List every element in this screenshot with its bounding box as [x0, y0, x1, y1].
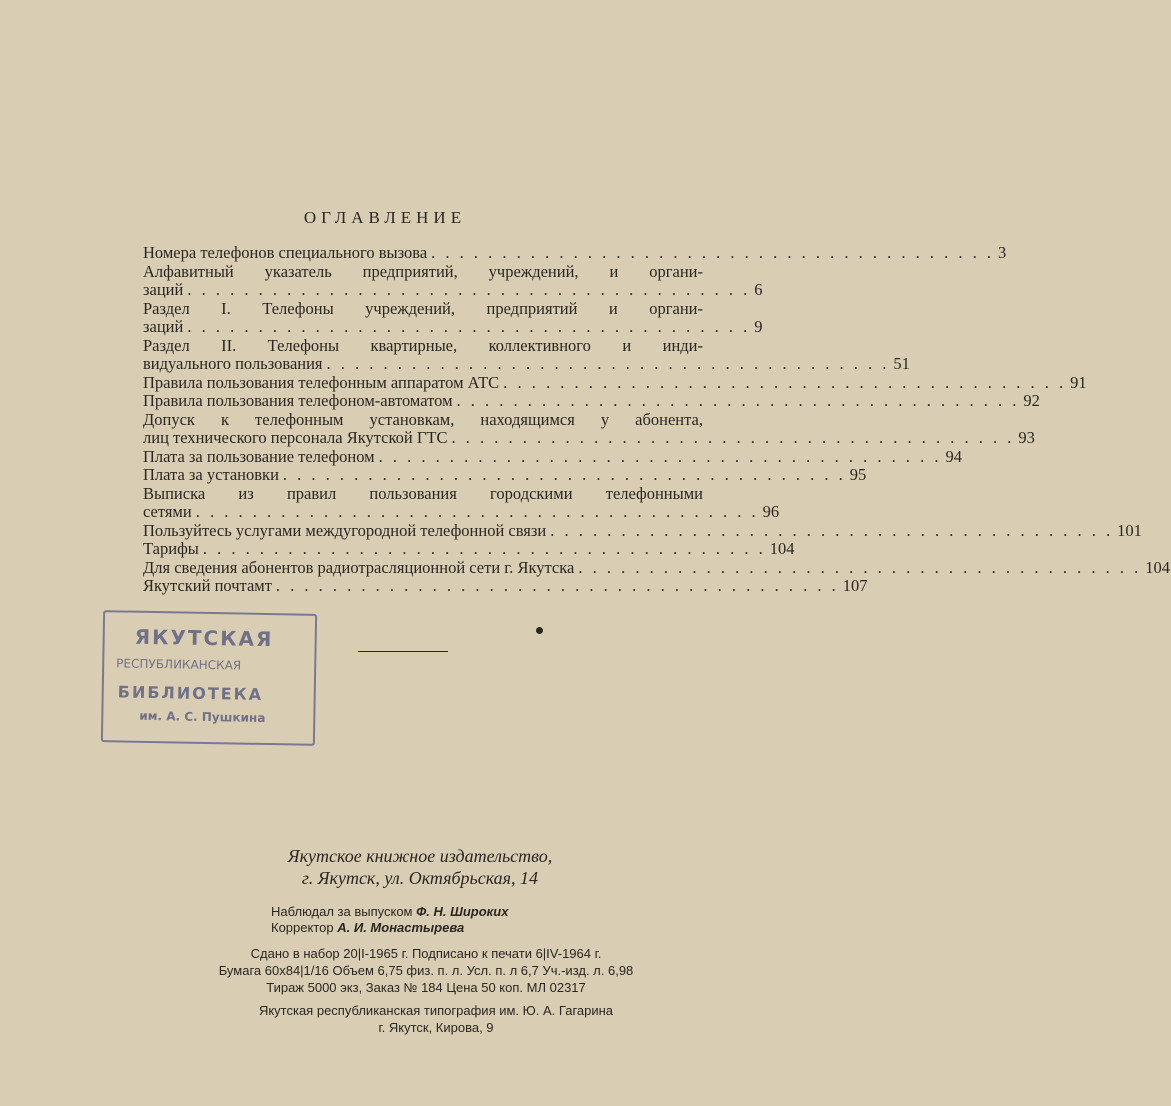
- toc-entry-text: Номера телефонов специального вызова: [143, 243, 428, 262]
- toc-entry-line: Допуск к телефонным установкам, находящимся у абонента,: [143, 409, 703, 429]
- toc-entry-line: Раздел II. Телефоны квартирные, коллективного и инди-: [143, 335, 703, 355]
- editor-name: Ф. Н. Широких: [416, 904, 509, 919]
- toc-entry-text: заций: [143, 280, 184, 299]
- toc-leader-dots: . . . . . . . . . . . . . . . . . . . . . . . . . . . . . . . . . . . . . . . .: [282, 465, 846, 484]
- toc-leader-dots: . . . . . . . . . . . . . . . . . . . . . . . . . . . . . . . . . . . . . . . .: [456, 391, 1020, 410]
- toc-leader-dots: . . . . . . . . . . . . . . . . . . . . . . . . . . . . . . . . . . . . . . . .: [275, 576, 839, 595]
- toc-page-number: 94: [945, 446, 962, 466]
- toc-entry-text: Плата за установки: [143, 465, 279, 484]
- library-stamp: [101, 610, 317, 746]
- toc-leader-dots: . . . . . . . . . . . . . . . . . . . . . . . . . . . . . . . . . . . . . . . .: [187, 280, 751, 299]
- toc-page-number: 3: [998, 243, 1007, 262]
- printer-block: [196, 1002, 676, 1036]
- toc-entry: [143, 280, 763, 300]
- toc-leader-dots: . . . . . . . . . . . . . . . . . . . . . . . . . . . . . . . . . . . . . . . .: [326, 354, 890, 373]
- toc-page-number: 101: [1117, 520, 1142, 540]
- imprint-line-2: Бумага 60x84|1/16 Объем 6,75 физ. п. л. Усл. п. л 6,7 Уч.-изд. л. 6,98: [218, 963, 634, 978]
- toc-leader-dots: . . . . . . . . . . . . . . . . . . . . . . . . . . . . . . . . . . . . . . . .: [550, 520, 1114, 540]
- toc-leader-dots: . . . . . . . . . . . . . . . . . . . . . . . . . . . . . . . . . . . . . . . .: [503, 372, 1067, 392]
- toc-page-number: 95: [849, 465, 867, 484]
- imprint-line-1: Сдано в набор 20|I-1965 г. Подписано к печати 6|IV-1964 г.: [250, 946, 602, 961]
- corrector-label: Корректор: [271, 920, 334, 935]
- editor-line: [271, 904, 508, 920]
- toc-leader-dots: . . . . . . . . . . . . . . . . . . . . . . . . . . . . . . . . . . . . . . . .: [431, 243, 995, 262]
- corrector-name: А. И. Монастырева: [337, 920, 465, 935]
- toc-entry-text: заций: [143, 317, 184, 336]
- toc-entry: [143, 465, 867, 485]
- corrector-line: [271, 920, 508, 936]
- printer-name: Якутская республиканская типография им. Ю. А. Гагарина: [258, 1003, 614, 1018]
- toc-page-number: 93: [1018, 428, 1035, 447]
- toc-entry: [143, 557, 1170, 578]
- table-of-contents: [143, 243, 1170, 596]
- toc-entry-text: видуального пользования: [143, 354, 323, 373]
- credits-block: [271, 904, 508, 936]
- toc-entry-text: Для сведения абонентов радиотрасляционной сети г. Якутска: [143, 557, 575, 577]
- toc-entry: [143, 243, 1007, 263]
- toc-page-number: 6: [754, 280, 763, 299]
- toc-entry-text: Плата за пользование телефоном: [143, 446, 375, 466]
- ink-blot: [536, 627, 543, 634]
- toc-entry: [143, 354, 910, 374]
- toc-entry: [143, 520, 1142, 541]
- publisher-address: г. Якутск, ул. Октябрьская, 14: [301, 868, 539, 888]
- toc-entry-text: Якутский почтамт: [143, 576, 272, 595]
- toc-entry-text: лиц технического персонала Якутской ГТС: [143, 428, 448, 447]
- toc-entry: [143, 446, 962, 467]
- toc-page-number: 51: [893, 354, 910, 373]
- toc-leader-dots: . . . . . . . . . . . . . . . . . . . . . . . . . . . . . . . . . . . . . . . .: [187, 317, 751, 336]
- divider-rule: [358, 651, 448, 652]
- toc-entry-text: Правила пользования телефонным аппаратом АТС: [143, 372, 500, 392]
- editor-label: Наблюдал за выпуском: [271, 904, 413, 919]
- toc-entry-text: Тарифы: [143, 539, 199, 558]
- toc-entry: [143, 539, 795, 559]
- toc-title: ОГЛАВЛЕНИЕ: [303, 208, 467, 227]
- stamp-line-1: ЯКУТСКАЯ: [134, 624, 274, 652]
- toc-entry-text: Правила пользования телефоном-автоматом: [143, 391, 453, 410]
- publisher-name: Якутское книжное издательство,: [287, 846, 553, 866]
- toc-entry-line: Раздел I. Телефоны учреждений, предприятий и органи-: [143, 298, 703, 318]
- toc-page-number: 92: [1023, 391, 1040, 410]
- toc-entry-line: Выписка из правил пользования городскими телефонными: [143, 483, 703, 503]
- stamp-line-3: БИБЛИОТЕКА: [117, 682, 264, 704]
- toc-page-number: 91: [1070, 372, 1087, 392]
- toc-leader-dots: . . . . . . . . . . . . . . . . . . . . . . . . . . . . . . . . . . . . . . . .: [195, 502, 759, 521]
- toc-leader-dots: . . . . . . . . . . . . . . . . . . . . . . . . . . . . . . . . . . . . . . . .: [451, 428, 1015, 447]
- toc-page-number: 104: [1145, 557, 1170, 577]
- toc-entry: [143, 391, 1040, 411]
- toc-page-number: 96: [762, 502, 780, 521]
- toc-leader-dots: . . . . . . . . . . . . . . . . . . . . . . . . . . . . . . . . . . . . . . . .: [378, 446, 942, 466]
- toc-leader-dots: . . . . . . . . . . . . . . . . . . . . . . . . . . . . . . . . . . . . . . . .: [578, 557, 1142, 577]
- toc-page-number: 104: [769, 539, 795, 558]
- stamp-line-2: РЕСПУБЛИКАНСКАЯ: [116, 656, 242, 673]
- toc-entry: [143, 317, 763, 337]
- imprint-block: [176, 945, 676, 996]
- toc-entry: [143, 576, 868, 596]
- toc-page-number: 107: [842, 576, 868, 595]
- toc-entry-text: Пользуйтесь услугами междугородной телефонной связи: [143, 520, 547, 540]
- toc-entry-line: Алфавитный указатель предприятий, учреждений, и органи-: [143, 261, 703, 281]
- toc-entry: [143, 428, 1035, 448]
- toc-page-number: 9: [754, 317, 763, 336]
- toc-leader-dots: . . . . . . . . . . . . . . . . . . . . . . . . . . . . . . . . . . . . . . . .: [202, 539, 766, 558]
- toc-entry: [143, 372, 1087, 393]
- toc-entry: [143, 502, 780, 522]
- publisher-block: [260, 845, 580, 889]
- stamp-line-4: им. А. С. Пушкина: [139, 708, 266, 725]
- imprint-line-3: Тираж 5000 экз, Заказ № 184 Цена 50 коп. МЛ 02317: [266, 980, 586, 995]
- printer-address: г. Якутск, Кирова, 9: [378, 1020, 494, 1035]
- toc-entry-text: сетями: [143, 502, 192, 521]
